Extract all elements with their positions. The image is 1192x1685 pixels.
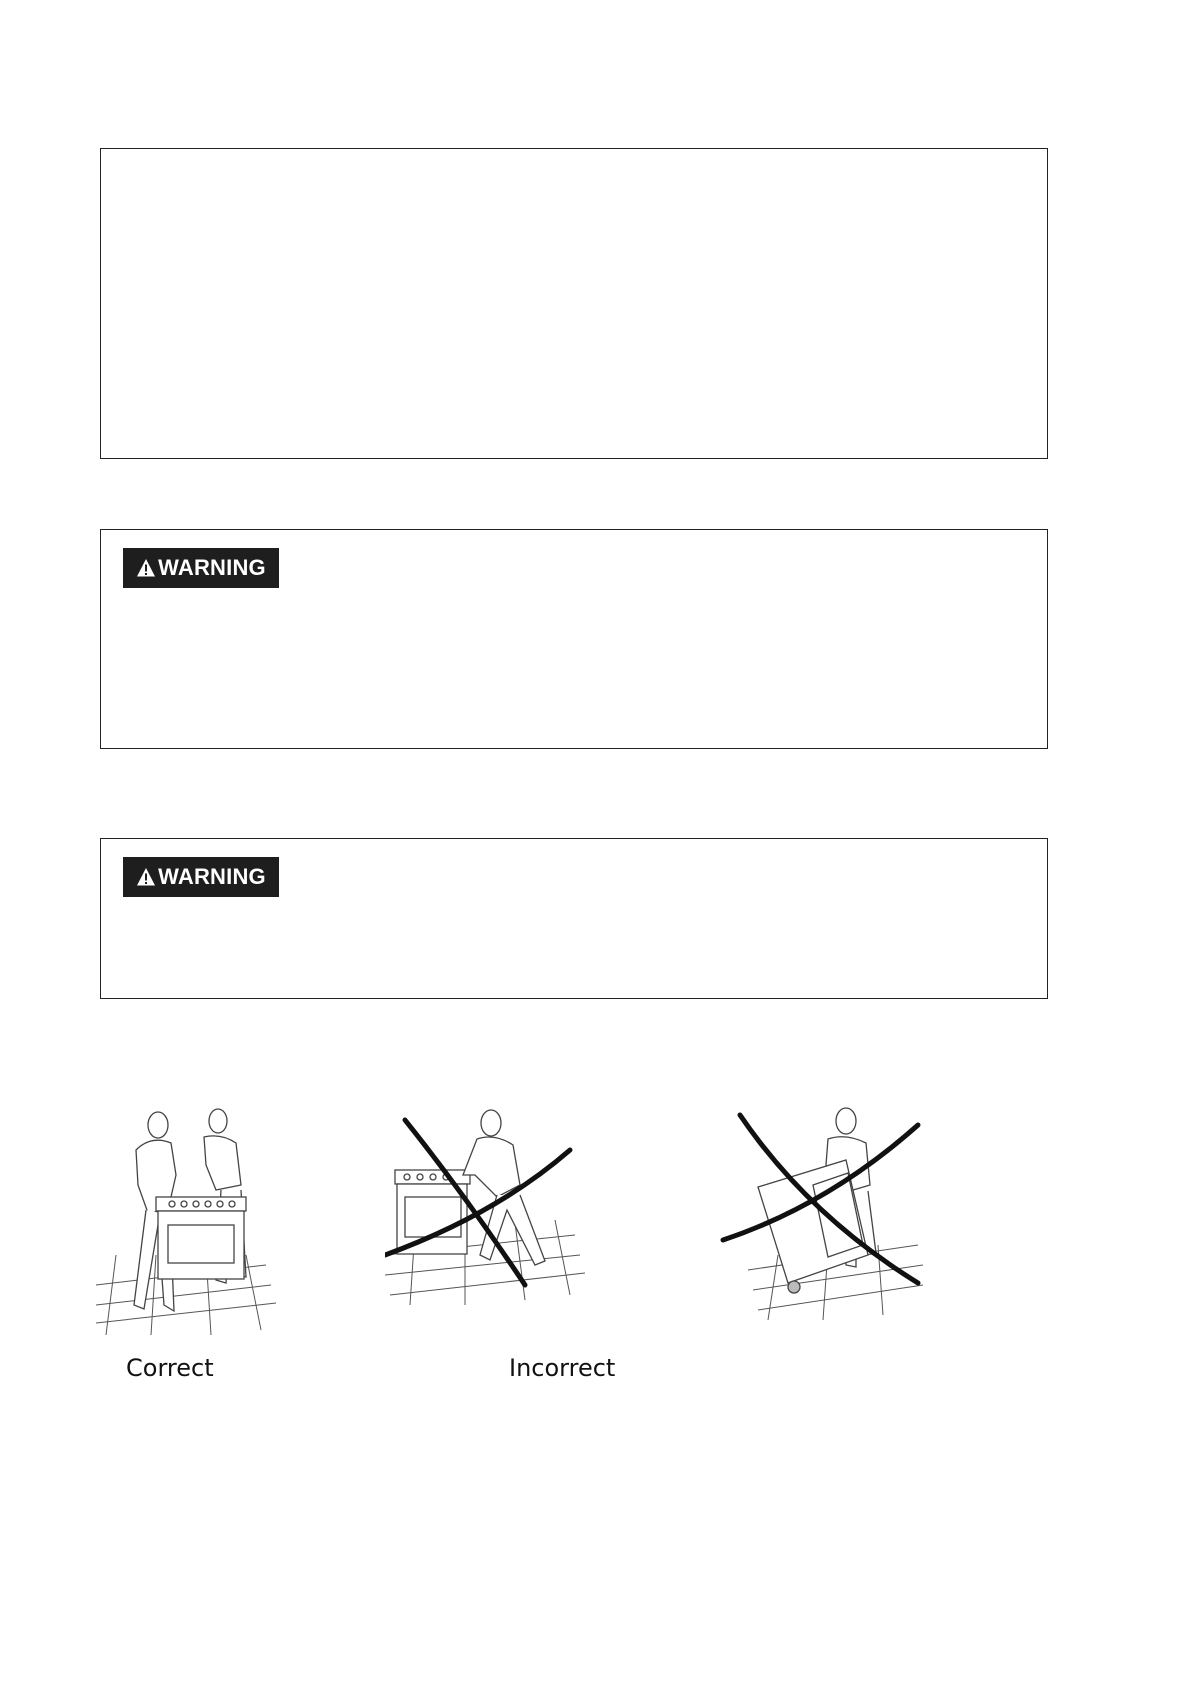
warning-badge-label: WARNING xyxy=(158,555,266,580)
correct-lifting-illustration xyxy=(96,1105,280,1335)
caption-correct: Correct xyxy=(126,1354,214,1382)
caption-incorrect: Incorrect xyxy=(509,1354,616,1382)
notice-box-empty xyxy=(100,148,1048,459)
incorrect-pushing-illustration xyxy=(385,1105,585,1305)
warning-badge xyxy=(123,548,279,588)
warning-triangle-icon xyxy=(136,867,156,887)
incorrect-tilting-illustration xyxy=(718,1105,923,1320)
warning-badge-label: WARNING xyxy=(158,864,266,889)
warning-box-2 xyxy=(100,838,1048,999)
warning-badge xyxy=(123,857,279,897)
warning-box-1 xyxy=(100,529,1048,749)
warning-triangle-icon xyxy=(136,558,156,578)
